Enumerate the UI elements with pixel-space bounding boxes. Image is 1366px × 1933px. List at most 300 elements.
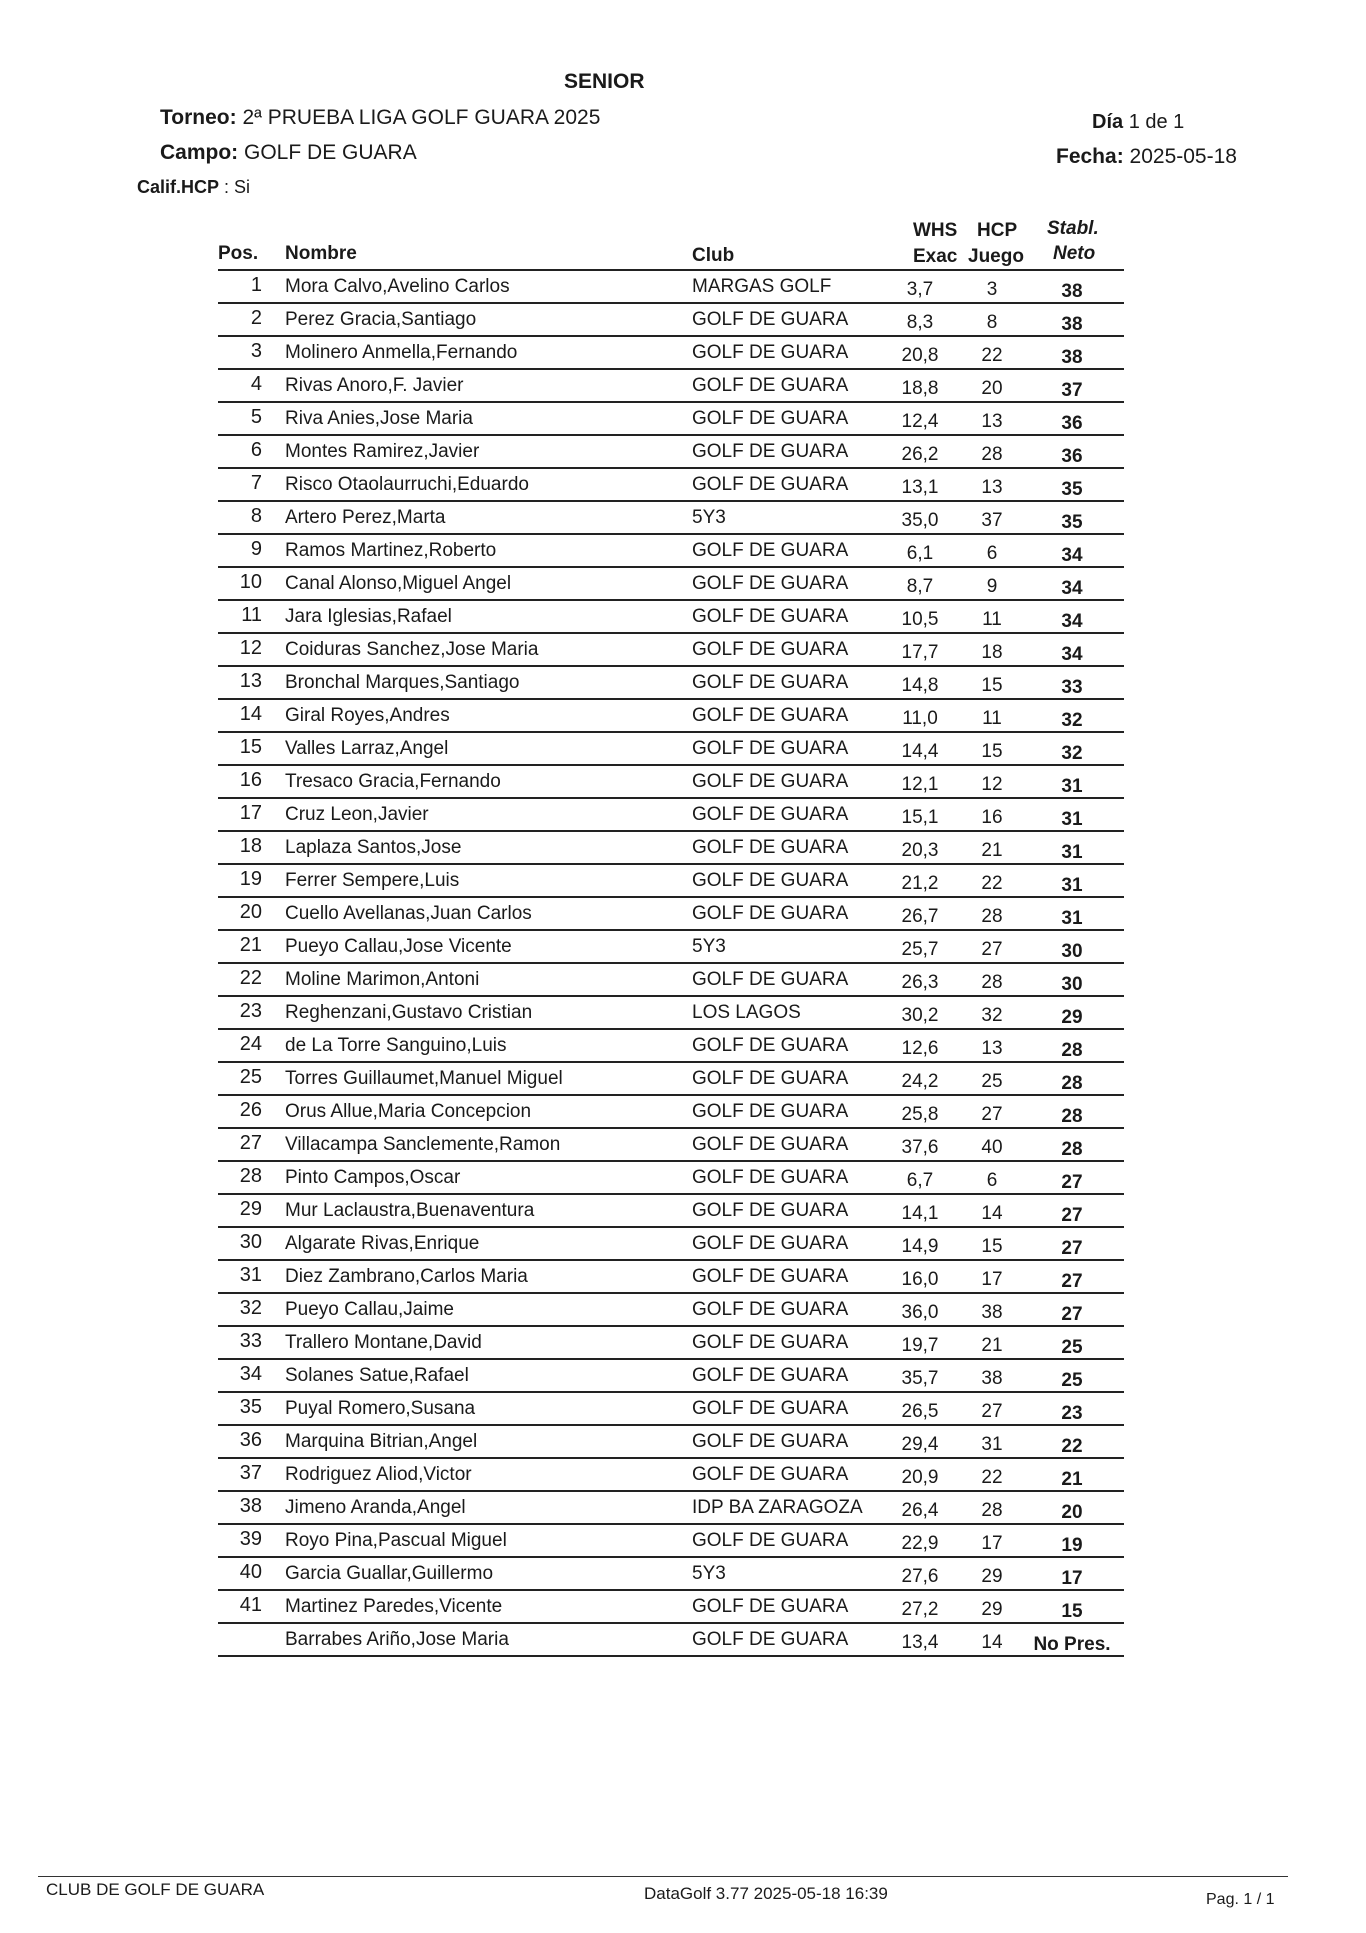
- cell-club: GOLF DE GUARA: [692, 408, 849, 429]
- cell-position: 25: [239, 1066, 262, 1088]
- cell-player-name: Valles Larraz,Angel: [285, 738, 449, 759]
- table-row: [218, 1558, 1124, 1591]
- cell-player-name: Rodriguez Aliod,Victor: [285, 1464, 472, 1485]
- cell-stableford-net: 28: [1061, 1139, 1083, 1160]
- cell-club: 5Y3: [692, 507, 726, 528]
- calif-hcp-label: Calif.HCP: [137, 177, 220, 197]
- cell-hcp-playing: 27: [981, 939, 1003, 960]
- cell-player-name: Solanes Satue,Rafael: [285, 1365, 469, 1386]
- cell-whs-exact: 14,4: [901, 741, 939, 762]
- table-row: [218, 1492, 1124, 1525]
- cell-position: 4: [250, 373, 262, 395]
- table-row: [218, 535, 1124, 568]
- cell-position: 8: [250, 505, 262, 527]
- cell-player-name: Torres Guillaumet,Manuel Miguel: [285, 1068, 563, 1089]
- cell-player-name: Moline Marimon,Antoni: [285, 969, 480, 990]
- cell-hcp-playing: 17: [981, 1269, 1003, 1290]
- cell-stableford-net: 36: [1061, 413, 1083, 434]
- cell-player-name: Ferrer Sempere,Luis: [285, 870, 460, 891]
- cell-club: GOLF DE GUARA: [692, 309, 849, 330]
- cell-player-name: Coiduras Sanchez,Jose Maria: [285, 639, 539, 660]
- cell-club: GOLF DE GUARA: [692, 1035, 849, 1056]
- table-row: [218, 436, 1124, 469]
- calif-hcp-value: : Si: [224, 177, 251, 197]
- cell-position: 19: [239, 868, 262, 890]
- table-row: [218, 667, 1124, 700]
- cell-player-name: Mur Laclaustra,Buenaventura: [285, 1200, 535, 1221]
- cell-club: GOLF DE GUARA: [692, 1464, 849, 1485]
- cell-whs-exact: 14,9: [901, 1236, 939, 1257]
- cell-player-name: Rivas Anoro,F. Javier: [285, 375, 464, 396]
- cell-hcp-playing: 28: [981, 906, 1003, 927]
- cell-whs-exact: 30,2: [901, 1005, 939, 1026]
- col-header-stabl-bottom: Neto: [1053, 243, 1096, 264]
- table-row: [218, 799, 1124, 832]
- cell-club: GOLF DE GUARA: [692, 903, 849, 924]
- cell-player-name: Perez Gracia,Santiago: [285, 309, 477, 330]
- cell-whs-exact: 36,0: [901, 1302, 939, 1323]
- table-row: [218, 1162, 1124, 1195]
- cell-hcp-playing: 17: [981, 1533, 1003, 1554]
- cell-stableford-net: 27: [1061, 1238, 1083, 1259]
- table-row: [218, 733, 1124, 766]
- cell-player-name: Risco Otaolaurruchi,Eduardo: [285, 474, 529, 495]
- cell-stableford-net: 27: [1061, 1304, 1083, 1325]
- cell-player-name: Cuello Avellanas,Juan Carlos: [285, 903, 532, 924]
- cell-whs-exact: 3,7: [906, 279, 934, 300]
- cell-stableford-net: 25: [1061, 1370, 1083, 1391]
- cell-position: 11: [241, 604, 262, 626]
- cell-hcp-playing: 27: [981, 1401, 1003, 1422]
- cell-whs-exact: 18,8: [901, 378, 939, 399]
- cell-club: GOLF DE GUARA: [692, 1299, 849, 1320]
- footer-page: Pag. 1 / 1: [1206, 1891, 1275, 1908]
- cell-hcp-playing: 13: [981, 477, 1003, 498]
- cell-position: 33: [239, 1330, 262, 1352]
- cell-stableford-net: 30: [1061, 941, 1083, 962]
- table-row: [218, 700, 1124, 733]
- cell-club: GOLF DE GUARA: [692, 1530, 849, 1551]
- col-header-whs-top: WHS: [913, 220, 958, 241]
- cell-position: 38: [239, 1495, 262, 1517]
- table-row: [218, 1228, 1124, 1261]
- cell-hcp-playing: 16: [981, 807, 1003, 828]
- cell-whs-exact: 29,4: [901, 1434, 939, 1455]
- cell-player-name: Marquina Bitrian,Angel: [285, 1431, 478, 1452]
- cell-stableford-net: 28: [1061, 1040, 1083, 1061]
- cell-club: GOLF DE GUARA: [692, 738, 849, 759]
- tournament-name: 2ª PRUEBA LIGA GOLF GUARA 2025: [242, 106, 601, 129]
- cell-club: GOLF DE GUARA: [692, 771, 849, 792]
- cell-hcp-playing: 15: [981, 741, 1003, 762]
- cell-hcp-playing: 21: [981, 1335, 1003, 1356]
- cell-hcp-playing: 27: [981, 1104, 1003, 1125]
- cell-position: 34: [239, 1363, 262, 1385]
- cell-whs-exact: 14,1: [901, 1203, 939, 1224]
- category-title: SENIOR: [564, 70, 645, 93]
- table-row: [218, 832, 1124, 865]
- cell-club: GOLF DE GUARA: [692, 969, 849, 990]
- cell-position: 14: [239, 703, 262, 725]
- col-header-club: Club: [692, 245, 735, 266]
- table-row: [218, 1591, 1124, 1624]
- cell-hcp-playing: 29: [981, 1599, 1003, 1620]
- cell-position: 7: [250, 472, 262, 494]
- cell-whs-exact: 17,7: [901, 642, 939, 663]
- table-row: [218, 337, 1124, 370]
- cell-player-name: Mora Calvo,Avelino Carlos: [285, 276, 510, 297]
- cell-stableford-net: 30: [1061, 974, 1083, 995]
- cell-stableford-net: 29: [1061, 1007, 1083, 1028]
- cell-whs-exact: 19,7: [901, 1335, 939, 1356]
- cell-club: GOLF DE GUARA: [692, 1398, 849, 1419]
- cell-position: 17: [239, 802, 262, 824]
- cell-player-name: Laplaza Santos,Jose: [285, 837, 462, 858]
- cell-hcp-playing: 6: [986, 543, 998, 564]
- cell-hcp-playing: 28: [981, 972, 1003, 993]
- footer-software: DataGolf 3.77 2025-05-18 16:39: [644, 1884, 888, 1903]
- table-row: [218, 1393, 1124, 1426]
- footer-divider: [38, 1876, 1288, 1877]
- cell-player-name: Orus Allue,Maria Concepcion: [285, 1101, 532, 1122]
- table-row: [218, 898, 1124, 931]
- cell-hcp-playing: 15: [981, 1236, 1003, 1257]
- cell-whs-exact: 26,7: [901, 906, 939, 927]
- table-row: [218, 766, 1124, 799]
- cell-player-name: Bronchal Marques,Santiago: [285, 672, 520, 693]
- table-row: [218, 304, 1124, 337]
- cell-club: GOLF DE GUARA: [692, 342, 849, 363]
- footer-club: CLUB DE GOLF DE GUARA: [46, 1880, 265, 1899]
- cell-hcp-playing: 40: [981, 1137, 1003, 1158]
- cell-stableford-net: 32: [1061, 743, 1083, 764]
- calif-hcp-line: [137, 177, 250, 198]
- cell-hcp-playing: 14: [981, 1203, 1003, 1224]
- cell-whs-exact: 12,6: [901, 1038, 939, 1059]
- cell-hcp-playing: 12: [981, 774, 1003, 795]
- cell-whs-exact: 35,7: [901, 1368, 939, 1389]
- cell-position: 3: [250, 340, 262, 362]
- cell-hcp-playing: 31: [981, 1434, 1003, 1455]
- cell-club: GOLF DE GUARA: [692, 1365, 849, 1386]
- cell-position: 30: [239, 1231, 262, 1253]
- cell-hcp-playing: 14: [981, 1632, 1003, 1653]
- table-row: [218, 1261, 1124, 1294]
- table-row: [218, 634, 1124, 667]
- table-row: [218, 1096, 1124, 1129]
- table-row: [218, 502, 1124, 535]
- cell-player-name: Cruz Leon,Javier: [285, 804, 429, 825]
- table-row: [218, 1294, 1124, 1327]
- col-header-hcp-bottom: Juego: [968, 246, 1024, 267]
- cell-club: GOLF DE GUARA: [692, 1134, 849, 1155]
- cell-hcp-playing: 11: [982, 609, 1002, 630]
- cell-club: GOLF DE GUARA: [692, 870, 849, 891]
- cell-club: GOLF DE GUARA: [692, 804, 849, 825]
- cell-club: GOLF DE GUARA: [692, 1068, 849, 1089]
- cell-club: LOS LAGOS: [692, 1002, 801, 1023]
- cell-club: GOLF DE GUARA: [692, 540, 849, 561]
- col-header-stabl-top: Stabl.: [1047, 218, 1099, 239]
- table-row: [218, 568, 1124, 601]
- cell-position: 26: [239, 1099, 262, 1121]
- cell-player-name: Diez Zambrano,Carlos Maria: [285, 1266, 528, 1287]
- cell-whs-exact: 16,0: [901, 1269, 939, 1290]
- table-row: [218, 269, 1124, 304]
- cell-stableford-net: 25: [1061, 1337, 1083, 1358]
- cell-hcp-playing: 32: [981, 1005, 1003, 1026]
- cell-whs-exact: 26,4: [901, 1500, 939, 1521]
- day-line: [1092, 111, 1184, 134]
- cell-stableford-net: 37: [1061, 380, 1083, 401]
- cell-club: GOLF DE GUARA: [692, 639, 849, 660]
- cell-club: GOLF DE GUARA: [692, 441, 849, 462]
- cell-player-name: Garcia Guallar,Guillermo: [285, 1563, 494, 1584]
- cell-position: 22: [239, 967, 262, 989]
- cell-hcp-playing: 38: [981, 1302, 1003, 1323]
- cell-whs-exact: 20,8: [901, 345, 939, 366]
- cell-player-name: Tresaco Gracia,Fernando: [285, 771, 501, 792]
- cell-position: 36: [239, 1429, 262, 1451]
- cell-stableford-net: 31: [1061, 842, 1083, 863]
- cell-stableford-net: 19: [1061, 1535, 1083, 1556]
- cell-club: GOLF DE GUARA: [692, 474, 849, 495]
- cell-whs-exact: 15,1: [901, 807, 939, 828]
- cell-whs-exact: 24,2: [901, 1071, 939, 1092]
- cell-club: GOLF DE GUARA: [692, 1629, 849, 1650]
- cell-stableford-net: 32: [1061, 710, 1083, 731]
- cell-position: 18: [239, 835, 262, 857]
- table-row: [218, 469, 1124, 502]
- cell-position: 9: [250, 538, 262, 560]
- table-row: [218, 1129, 1124, 1162]
- col-header-pos: Pos.: [218, 243, 259, 264]
- cell-stableford-net: 38: [1061, 314, 1083, 335]
- table-row: [218, 1525, 1124, 1558]
- cell-stableford-net: 21: [1061, 1469, 1083, 1490]
- date-label: Fecha:: [1056, 145, 1124, 168]
- cell-stableford-net: 27: [1061, 1172, 1083, 1193]
- course-label: Campo:: [160, 141, 239, 164]
- cell-whs-exact: 22,9: [901, 1533, 939, 1554]
- cell-club: GOLF DE GUARA: [692, 1167, 849, 1188]
- table-row: [218, 1459, 1124, 1492]
- cell-stableford-net: 31: [1061, 908, 1083, 929]
- cell-club: GOLF DE GUARA: [692, 1266, 849, 1287]
- table-row: [218, 931, 1124, 964]
- cell-player-name: Pueyo Callau,Jose Vicente: [285, 936, 512, 957]
- cell-player-name: Ramos Martinez,Roberto: [285, 540, 497, 561]
- cell-player-name: Canal Alonso,Miguel Angel: [285, 573, 512, 594]
- table-row: [218, 370, 1124, 403]
- cell-hcp-playing: 29: [981, 1566, 1003, 1587]
- cell-whs-exact: 6,1: [906, 543, 934, 564]
- cell-hcp-playing: 25: [981, 1071, 1003, 1092]
- cell-whs-exact: 20,3: [901, 840, 939, 861]
- cell-whs-exact: 37,6: [901, 1137, 939, 1158]
- cell-whs-exact: 11,0: [902, 708, 938, 729]
- cell-stableford-net: 33: [1061, 677, 1083, 698]
- cell-hcp-playing: 28: [981, 1500, 1003, 1521]
- table-row: [218, 403, 1124, 436]
- cell-club: GOLF DE GUARA: [692, 1101, 849, 1122]
- cell-player-name: Puyal Romero,Susana: [285, 1398, 476, 1419]
- cell-whs-exact: 25,8: [901, 1104, 939, 1125]
- cell-whs-exact: 27,2: [901, 1599, 939, 1620]
- cell-player-name: Barrabes Ariño,Jose Maria: [285, 1629, 509, 1650]
- cell-club: GOLF DE GUARA: [692, 606, 849, 627]
- cell-position: 27: [239, 1132, 262, 1154]
- cell-stableford-net: 35: [1061, 479, 1083, 500]
- date-line: [1056, 145, 1237, 169]
- cell-hcp-playing: 3: [986, 279, 998, 300]
- cell-club: GOLF DE GUARA: [692, 837, 849, 858]
- cell-stableford-net: 23: [1061, 1403, 1083, 1424]
- cell-stableford-net: 31: [1061, 776, 1083, 797]
- cell-club: GOLF DE GUARA: [692, 705, 849, 726]
- cell-stableford-net: 28: [1061, 1073, 1083, 1094]
- col-header-name: Nombre: [285, 243, 357, 264]
- cell-club: GOLF DE GUARA: [692, 1596, 849, 1617]
- cell-hcp-playing: 13: [981, 1038, 1003, 1059]
- cell-whs-exact: 21,2: [901, 873, 939, 894]
- cell-whs-exact: 14,8: [901, 675, 939, 696]
- cell-stableford-net: 34: [1061, 644, 1083, 665]
- cell-stableford-net: 17: [1061, 1568, 1083, 1589]
- col-header-whs-bottom: Exac: [913, 246, 958, 267]
- cell-position: 20: [239, 901, 262, 923]
- table-row: [218, 964, 1124, 997]
- cell-player-name: Montes Ramirez,Javier: [285, 441, 480, 462]
- cell-whs-exact: 12,1: [901, 774, 939, 795]
- cell-position: 21: [239, 934, 262, 956]
- cell-stableford-net: 27: [1061, 1205, 1083, 1226]
- cell-position: 1: [250, 274, 262, 296]
- day-value: 1 de 1: [1128, 111, 1185, 133]
- cell-whs-exact: 8,7: [906, 576, 934, 597]
- cell-position: 35: [239, 1396, 262, 1418]
- cell-club: GOLF DE GUARA: [692, 375, 849, 396]
- course-line: [160, 141, 417, 165]
- cell-stableford-net: 31: [1061, 809, 1083, 830]
- cell-whs-exact: 26,3: [901, 972, 939, 993]
- cell-stableford-net: 38: [1061, 281, 1083, 302]
- cell-hcp-playing: 13: [981, 411, 1003, 432]
- tournament-line: [160, 106, 600, 130]
- cell-stableford-net: 31: [1061, 875, 1083, 896]
- cell-player-name: Giral Royes,Andres: [285, 705, 450, 726]
- cell-hcp-playing: 6: [986, 1170, 998, 1191]
- cell-position: 24: [239, 1033, 262, 1055]
- cell-player-name: Jara Iglesias,Rafael: [285, 606, 452, 627]
- cell-position: 5: [250, 406, 262, 428]
- cell-player-name: Trallero Montane,David: [285, 1332, 482, 1353]
- cell-whs-exact: 20,9: [901, 1467, 939, 1488]
- cell-hcp-playing: 15: [981, 675, 1003, 696]
- cell-hcp-playing: 22: [981, 1467, 1003, 1488]
- cell-position: 32: [239, 1297, 262, 1319]
- cell-stableford-net: 15: [1061, 1601, 1083, 1622]
- cell-position: 15: [239, 736, 262, 758]
- cell-player-name: Reghenzani,Gustavo Cristian: [285, 1002, 533, 1023]
- cell-club: GOLF DE GUARA: [692, 573, 849, 594]
- cell-whs-exact: 6,7: [906, 1170, 934, 1191]
- cell-position: 41: [239, 1594, 262, 1616]
- cell-position: 39: [239, 1528, 262, 1550]
- table-row: [218, 1327, 1124, 1360]
- table-row: [218, 1063, 1124, 1096]
- cell-hcp-playing: 18: [981, 642, 1003, 663]
- cell-hcp-playing: 11: [982, 708, 1002, 729]
- cell-whs-exact: 13,1: [901, 477, 939, 498]
- cell-club: GOLF DE GUARA: [692, 672, 849, 693]
- cell-player-name: Algarate Rivas,Enrique: [285, 1233, 480, 1254]
- table-row: [218, 1426, 1124, 1459]
- cell-position: 13: [239, 670, 262, 692]
- cell-hcp-playing: 22: [981, 873, 1003, 894]
- cell-stableford-net: 22: [1061, 1436, 1083, 1457]
- cell-club: GOLF DE GUARA: [692, 1233, 849, 1254]
- cell-club: 5Y3: [692, 936, 726, 957]
- cell-club: 5Y3: [692, 1563, 726, 1584]
- cell-position: 31: [239, 1264, 262, 1286]
- cell-hcp-playing: 37: [981, 510, 1003, 531]
- cell-hcp-playing: 20: [981, 378, 1003, 399]
- cell-whs-exact: 12,4: [901, 411, 939, 432]
- cell-player-name: Pinto Campos,Oscar: [285, 1167, 461, 1188]
- cell-hcp-playing: 28: [981, 444, 1003, 465]
- cell-whs-exact: 26,2: [901, 444, 939, 465]
- cell-whs-exact: 25,7: [901, 939, 939, 960]
- cell-position: 2: [250, 307, 262, 329]
- cell-stableford-net: 27: [1061, 1271, 1083, 1292]
- cell-player-name: Molinero Anmella,Fernando: [285, 342, 518, 363]
- cell-stableford-net: 38: [1061, 347, 1083, 368]
- cell-player-name: Pueyo Callau,Jaime: [285, 1299, 454, 1320]
- cell-whs-exact: 27,6: [901, 1566, 939, 1587]
- cell-stableford-net: No Pres.: [1033, 1634, 1111, 1655]
- table-row: [218, 601, 1124, 634]
- cell-stableford-net: 35: [1061, 512, 1083, 533]
- cell-player-name: Martinez Paredes,Vicente: [285, 1596, 503, 1617]
- cell-club: GOLF DE GUARA: [692, 1200, 849, 1221]
- cell-hcp-playing: 21: [981, 840, 1003, 861]
- col-header-hcp-top: HCP: [977, 220, 1018, 241]
- cell-position: 29: [239, 1198, 262, 1220]
- cell-player-name: de La Torre Sanguino,Luis: [285, 1035, 507, 1056]
- table-row: [218, 1195, 1124, 1228]
- cell-club: MARGAS GOLF: [692, 276, 832, 297]
- table-row: [218, 997, 1124, 1030]
- cell-whs-exact: 13,4: [901, 1632, 939, 1653]
- date-value: 2025-05-18: [1129, 145, 1237, 168]
- cell-whs-exact: 26,5: [901, 1401, 939, 1422]
- cell-position: 16: [239, 769, 262, 791]
- cell-position: 6: [250, 439, 262, 461]
- cell-stableford-net: 20: [1061, 1502, 1083, 1523]
- cell-whs-exact: 35,0: [901, 510, 939, 531]
- cell-position: 10: [239, 571, 262, 593]
- cell-hcp-playing: 22: [981, 345, 1003, 366]
- cell-hcp-playing: 9: [986, 576, 998, 597]
- table-row: [218, 1030, 1124, 1063]
- cell-position: 23: [239, 1000, 262, 1022]
- cell-whs-exact: 10,5: [901, 609, 939, 630]
- cell-hcp-playing: 38: [981, 1368, 1003, 1389]
- cell-position: 28: [239, 1165, 262, 1187]
- cell-player-name: Artero Perez,Marta: [285, 507, 446, 528]
- cell-hcp-playing: 8: [986, 312, 998, 333]
